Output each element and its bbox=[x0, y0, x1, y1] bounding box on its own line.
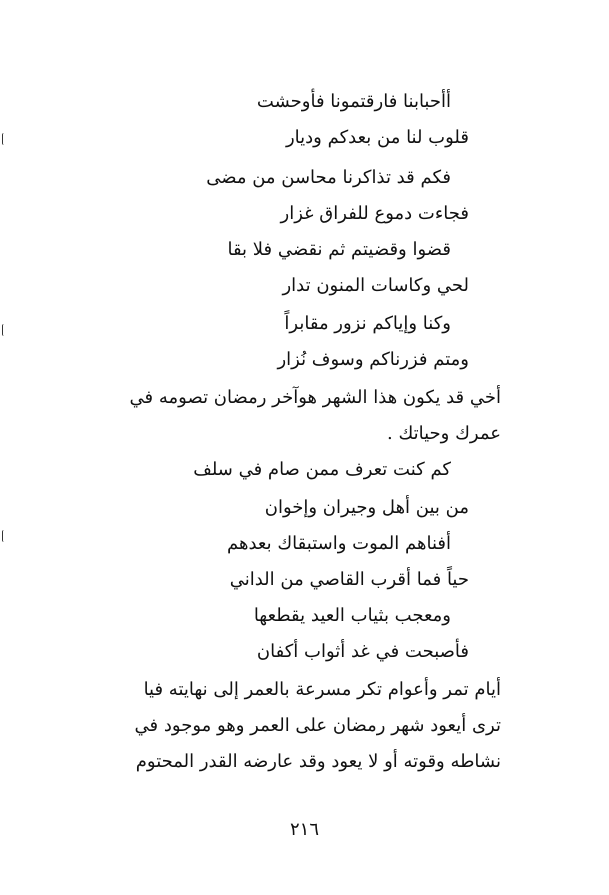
page-number: ٢١٦ bbox=[289, 819, 319, 840]
margin-mark bbox=[2, 133, 6, 145]
poem-line: حياً فما أقرب القاصي من الداني bbox=[229, 569, 469, 590]
prose-line: عمرك وحياتك . bbox=[387, 423, 501, 444]
prose-line: ترى أيعود شهر رمضان على العمر وهو موجود في bbox=[134, 715, 501, 736]
poem-line: ومعجب بثياب العيد يقطعها bbox=[253, 605, 451, 626]
poem-line: وكنا وإياكم نزور مقابراً bbox=[284, 313, 451, 334]
prose-line: نشاطه وقوته أو لا يعود وقد عارضه القدر المحتوم bbox=[135, 751, 501, 772]
prose-line: أيام تمر وأعوام تكر مسرعة بالعمر إلى نهايته فيا bbox=[143, 679, 501, 700]
poem-line: أفناهم الموت واستبقاك بعدهم bbox=[227, 533, 451, 554]
prose-line: أخي قد يكون هذا الشهر هوآخر رمضان تصومه في bbox=[129, 387, 501, 408]
poem-line: لحي وكاسات المنون تدار bbox=[282, 275, 469, 296]
poem-line: فكم قد تذاكرنا محاسن من مضى bbox=[206, 167, 451, 188]
poem-line: فجاءت دموع للفراق غزار bbox=[280, 203, 469, 224]
margin-mark bbox=[2, 324, 6, 336]
margin-mark bbox=[2, 530, 6, 542]
poem-line: كم كنت تعرف ممن صام في سلف bbox=[193, 459, 451, 480]
poem-line: أأحبابنا فارقتمونا فأوحشت bbox=[256, 91, 451, 112]
poem-line: قلوب لنا من بعدكم وديار bbox=[285, 127, 469, 148]
poem-line: قضوا وقضيتم ثم نقضي فلا بقا bbox=[227, 239, 451, 260]
poem-line: فأصبحت في غد أثواب أكفان bbox=[256, 641, 469, 662]
poem-line: ومتم فزرناكم وسوف نُزار bbox=[277, 349, 469, 370]
poem-line: من بين أهل وجيران وإخوان bbox=[264, 497, 469, 518]
